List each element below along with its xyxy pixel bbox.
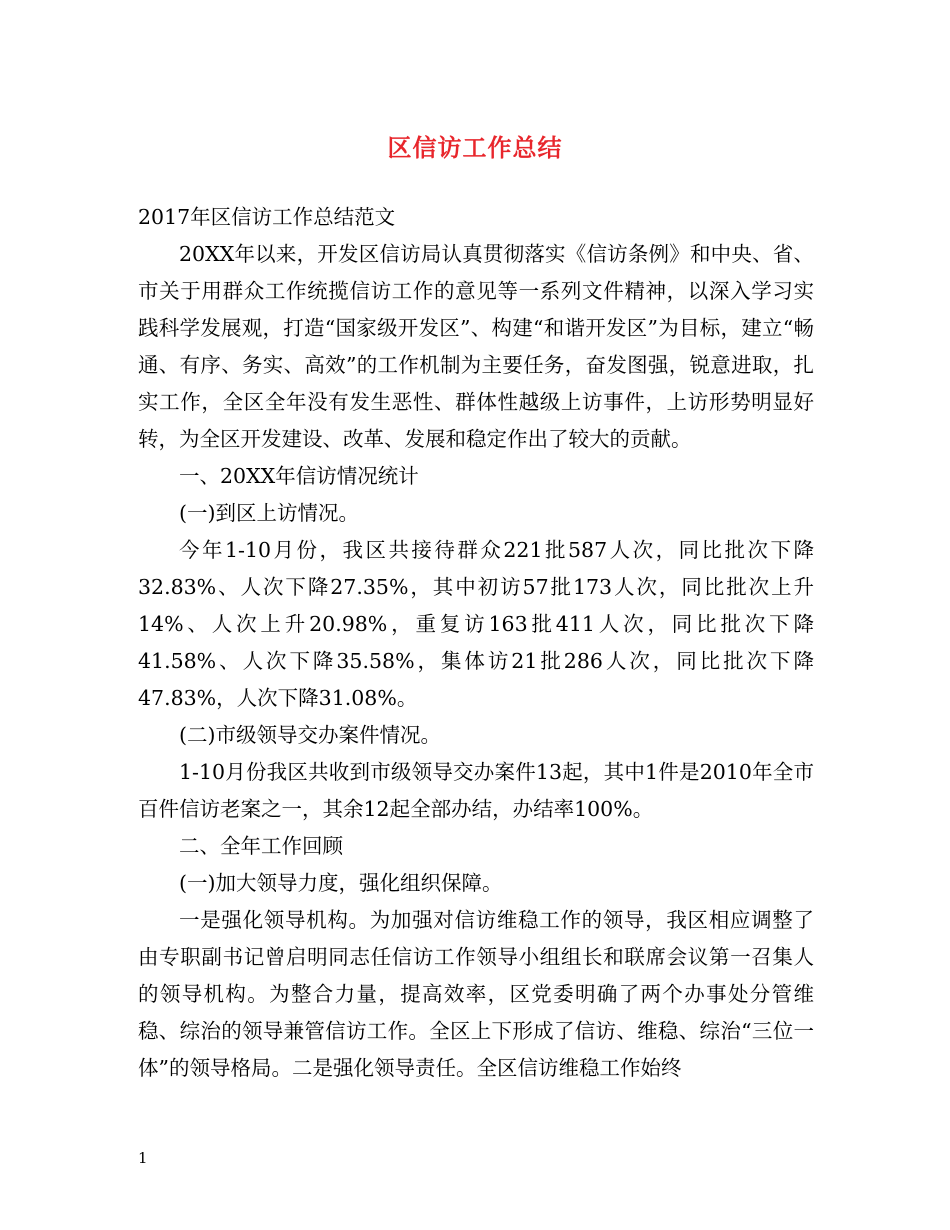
document-subtitle: 2017年区信访工作总结范文 [138,205,396,229]
paragraph-leadership: 一是强化领导机构。为加强对信访维稳工作的领导，我区相应调整了由专职副书记曾启明同志任信访工作领导小组组长和联席会议第一召集人的领导机构。为整合力量，提高效率，区党委明确了两个办事处分管维稳、综治的领导兼管信访工作。全区上下形成了信访、维稳、综治“三位一体”的领导格局。二是强化领导责任。全区信访维稳工作始终 [138,908,814,1080]
section-heading-statistics: 一、20XX年信访情况统计 [179,464,419,488]
paragraph-visit-statistics: 今年1-10月份，我区共接待群众221批587人次，同比批次下降32.83%、人次下降27.35%，其中初访57批173人次，同比批次上升14%、人次上升20.98%，重复访163批411人次，同比批次下降41.58%、人次下降35.58%，集体访21批286人次，同比批次下降47.83%，人次下降31.08%。 [138,538,814,710]
paragraph-intro: 20XX年以来，开发区信访局认真贯彻落实《信访条例》和中央、省、市关于用群众工作统揽信访工作的意见等一系列文件精神，以深入学习实践科学发展观，打造“国家级开发区”、构建“和谐开发区”为目标，建立“畅通、有序、务实、高效”的工作机制为主要任务，奋发图强，锐意进取，扎实工作，全区全年没有发生恶性、群体性越级上访事件，上访形势明显好转，为全区开发建设、改革、发展和稳定作出了较大的贡献。 [138,242,814,451]
subsection-heading-assigned-cases: (二)市级领导交办案件情况。 [179,723,441,747]
section-heading-review: 二、全年工作回顾 [179,834,343,858]
document-body [138,199,814,1087]
page-number: 1 [138,1149,148,1167]
document-title: 区信访工作总结 [387,133,563,162]
subsection-heading-leadership: (一)加大领导力度，强化组织保障。 [179,871,503,895]
subsection-heading-visits: (一)到区上访情况。 [179,501,359,525]
paragraph-assigned-cases: 1-10月份我区共收到市级领导交办案件13起，其中1件是2010年全市百件信访老案之一，其余12起全部办结，办结率100%。 [138,760,814,821]
